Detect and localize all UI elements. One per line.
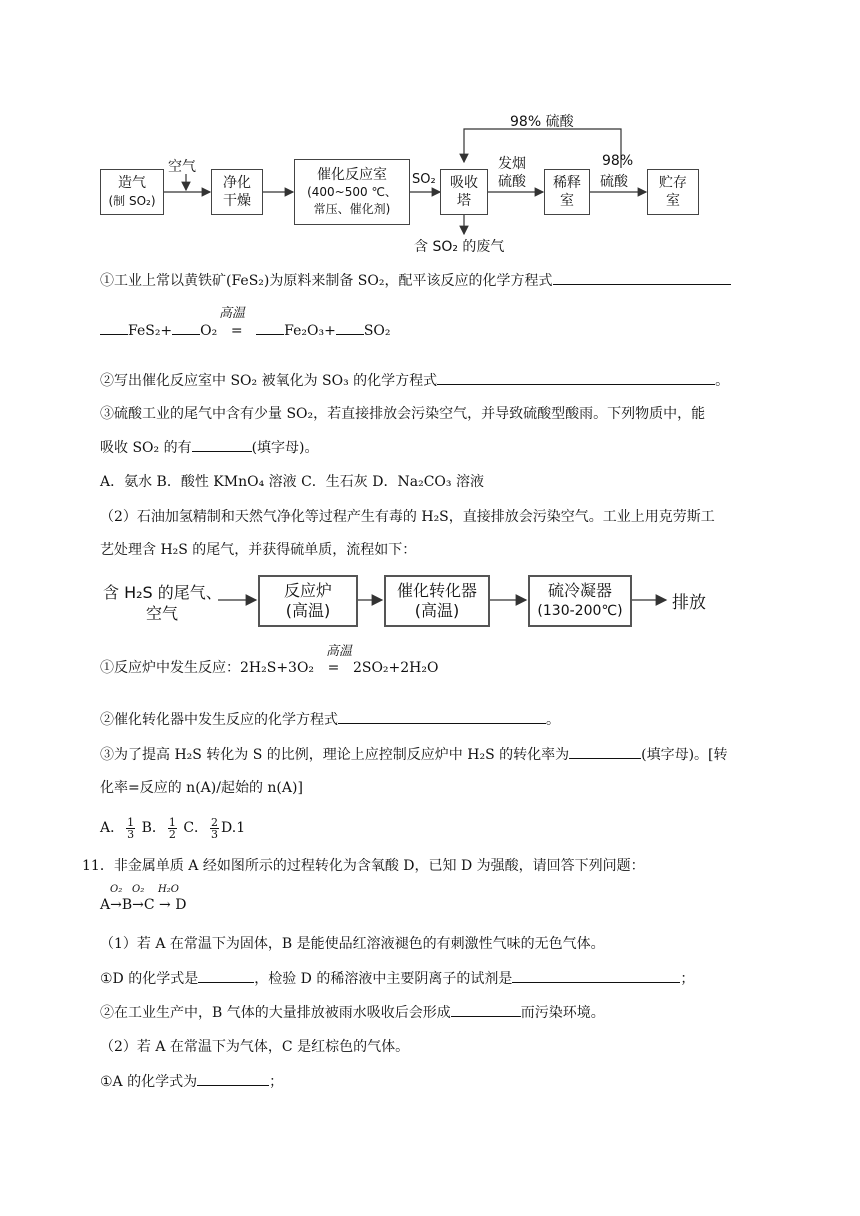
answer-blank[interactable] (437, 370, 715, 385)
fume-acid-label-2: 硫酸 (498, 174, 526, 190)
numerator: 1 (127, 815, 135, 829)
flow-box-gas-making (100, 169, 164, 215)
denominator: 2 (168, 827, 176, 841)
claus-output: 排放 (672, 593, 706, 613)
box-line: 干燥 (223, 193, 251, 209)
answer-blank[interactable] (451, 1002, 521, 1017)
q1-step3a (100, 404, 705, 424)
box-line: 造气 (118, 175, 146, 191)
q2-step3a (100, 744, 728, 765)
answer-blank[interactable] (172, 320, 200, 335)
answer-blank[interactable] (198, 968, 254, 983)
denominator: 3 (127, 827, 135, 841)
q1-options (100, 472, 484, 492)
answer-blank[interactable] (338, 709, 546, 724)
reaction-over-label: O₂ (132, 884, 145, 895)
numerator: 1 (168, 815, 176, 829)
box-line: (高温) (414, 601, 460, 620)
q2-step1 (100, 658, 438, 678)
acid98-label-2: 硫酸 (600, 174, 628, 190)
text: ②催化转化器中发生反应的化学方程式 (100, 712, 338, 728)
flow-box-absorber (440, 169, 488, 215)
text: 艺处理含 H₂S 的尾气，并获得硫单质，流程如下： (100, 542, 417, 558)
claus-box-condenser (528, 575, 632, 627)
waste-gas-label: 含 SO₂ 的废气 (414, 239, 505, 255)
text: (填字母)。[转 (641, 747, 728, 763)
condition-high-temp: 高温 (326, 644, 353, 659)
box-line: (高温) (285, 601, 331, 620)
box-line: 常压、催化剂) (313, 201, 391, 216)
flow-box-dilution (544, 169, 590, 215)
claus-box-converter (384, 575, 490, 627)
box-line: 催化反应室 (317, 166, 387, 183)
fraction-one-third (126, 817, 135, 840)
text: Fe₂O₃+ (284, 323, 336, 339)
q2-step3b (100, 778, 303, 798)
text: 11．非金属单质 A 经如图所示的过程转化为含氧酸 D，已知 D 为强酸，请回答下列问题： (82, 858, 645, 874)
text: ①A 的化学式为 (100, 1074, 198, 1090)
q1-step3b (100, 437, 319, 458)
fume-acid-label-1: 发烟 (498, 156, 526, 172)
q1-step2 (100, 370, 729, 391)
so2-label: SO₂ (412, 172, 436, 187)
q2-intro-b (100, 540, 416, 560)
sulfuric-acid-flow-arrows (0, 0, 860, 260)
numerator: 2 (211, 815, 219, 829)
text: ①D 的化学式是 (100, 971, 199, 987)
box-line: (400~500 ℃、 (307, 184, 397, 199)
text: FeS₂+ (128, 323, 173, 339)
text: ，检验 D 的稀溶液中主要阴离子的试剂是 (254, 971, 513, 987)
text: 。 (546, 712, 560, 728)
text: 。 (715, 373, 730, 389)
flow-box-catalytic-room (294, 159, 410, 225)
option-b-label: B． (141, 820, 166, 836)
condition-high-temp: 高温 (219, 306, 246, 321)
answer-blank[interactable] (197, 1071, 269, 1086)
q11-part1 (100, 934, 605, 954)
text: O₂ (200, 323, 218, 339)
answer-blank[interactable] (569, 744, 641, 759)
answer-blank[interactable] (256, 320, 284, 335)
q11-part1-step2 (100, 1002, 605, 1023)
box-line: 吸收 (450, 175, 478, 191)
text: ②写出催化反应室中 SO₂ 被氧化为 SO₃ 的化学方程式 (100, 373, 438, 389)
answer-blank[interactable] (100, 320, 128, 335)
text: ③硫酸工业的尾气中含有少量 SO₂，若直接排放会污染空气，并导致硫酸型酸雨。下列物质中，能 (100, 406, 706, 422)
q2-step2 (100, 709, 560, 730)
q2-options (100, 816, 245, 840)
claus-box-reactor (258, 575, 358, 627)
text: A．氨水 B．酸性 KMnO₄ 溶液 C．生石灰 D．Na₂CO₃ 溶液 (100, 474, 484, 490)
q11-chain (100, 895, 186, 915)
air-label: 空气 (168, 159, 196, 175)
answer-blank[interactable] (553, 270, 731, 285)
box-line: 硫冷凝器 (547, 581, 612, 600)
box-line: 室 (560, 193, 574, 209)
box-line: (130-200℃) (537, 603, 623, 619)
q1-equation (100, 320, 391, 341)
acid98-label-1: 98% (602, 153, 634, 169)
text: A→B→C → D (100, 897, 187, 913)
fraction-two-thirds (210, 817, 219, 840)
claus-input-2: 空气 (146, 604, 179, 623)
text: SO₂ (363, 323, 391, 339)
text: ①反应炉中发生反应：2H₂S+3O₂ (100, 660, 315, 676)
option-d-label: D.1 (221, 820, 246, 836)
text: 2SO₂+2H₂O (352, 660, 439, 676)
text: （2）石油加氢精制和天然气净化等过程产生有毒的 H₂S，直接排放会污染空气。工业上用克劳斯工 (100, 509, 715, 525)
text: 吸收 SO₂ 的有 (100, 440, 192, 456)
text: 化率=反应的 n(A)/起始的 n(A)] (100, 780, 303, 796)
box-line: 稀释 (553, 175, 581, 191)
option-a-label: A． (100, 820, 125, 836)
text: (填字母)。 (251, 440, 319, 456)
q2-intro-a (100, 507, 715, 527)
claus-input-1: 含 H₂S 的尾气、 (103, 583, 222, 602)
option-c-label: C． (183, 820, 209, 836)
text: ； (680, 971, 695, 987)
answer-blank[interactable] (512, 968, 680, 983)
denominator: 3 (211, 827, 219, 841)
text: （1）若 A 在常温下为固体，B 是能使品红溶液褪色的有刺激性气味的无色气体。 (100, 936, 605, 952)
q11-part2 (100, 1037, 409, 1057)
box-line: 贮存 (659, 175, 687, 191)
equals-sign: = (230, 323, 243, 339)
reaction-over-label: H₂O (158, 884, 179, 895)
q11-stem (82, 856, 645, 876)
fraction-one-half (168, 817, 177, 840)
equals-sign: = (327, 660, 340, 676)
q11-part2-step1 (100, 1071, 283, 1092)
answer-blank[interactable] (192, 437, 252, 452)
box-line: (制 SO₂) (108, 194, 156, 208)
flow-box-purify-dry (211, 169, 263, 215)
box-line: 室 (666, 193, 680, 209)
q1-step1 (100, 270, 731, 291)
recycle-acid-label: 98% 硫酸 (510, 114, 574, 130)
box-line: 反应炉 (283, 581, 332, 600)
text: （2）若 A 在常温下为气体，C 是红棕色的气体。 (100, 1039, 410, 1055)
q11-part1-step1 (100, 968, 694, 989)
text: ； (269, 1074, 284, 1090)
box-line: 催化转化器 (396, 581, 477, 600)
text: ①工业上常以黄铁矿(FeS₂)为原料来制备 SO₂，配平该反应的化学方程式 (100, 273, 553, 289)
reaction-over-label: O₂ (110, 884, 123, 895)
box-line: 塔 (457, 193, 471, 209)
box-line: 净化 (223, 175, 251, 191)
text: ③为了提高 H₂S 转化为 S 的比例，理论上应控制反应炉中 H₂S 的转化率为 (100, 747, 570, 763)
answer-blank[interactable] (336, 320, 364, 335)
flow-box-storage (647, 169, 699, 215)
text: ②在工业生产中，B 气体的大量排放被雨水吸收后会形成 (100, 1005, 451, 1021)
text: 而污染环境。 (520, 1005, 605, 1021)
